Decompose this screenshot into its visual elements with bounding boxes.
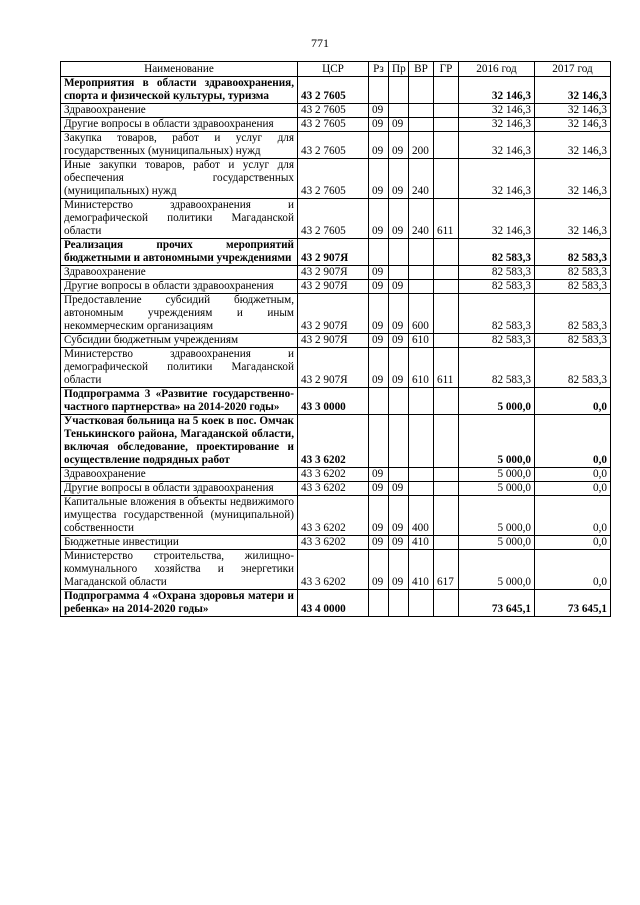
row-gr bbox=[434, 468, 459, 482]
row-amount-2017: 82 583,3 bbox=[535, 266, 611, 280]
row-amount-2017: 82 583,3 bbox=[535, 348, 611, 388]
header-csr: ЦСР bbox=[298, 62, 369, 77]
row-amount-2016: 32 146,3 bbox=[459, 159, 535, 199]
row-csr: 43 2 7605 bbox=[298, 104, 369, 118]
row-rz: 09 bbox=[369, 348, 389, 388]
row-pr: 09 bbox=[389, 294, 409, 334]
table-row bbox=[61, 294, 611, 334]
row-gr bbox=[434, 294, 459, 334]
row-pr: 09 bbox=[389, 118, 409, 132]
row-rz: 09 bbox=[369, 266, 389, 280]
row-csr: 43 3 0000 bbox=[298, 388, 369, 415]
table-row bbox=[61, 468, 611, 482]
row-gr bbox=[434, 334, 459, 348]
table-row bbox=[61, 482, 611, 496]
row-csr: 43 2 907Я bbox=[298, 280, 369, 294]
row-amount-2017: 32 146,3 bbox=[535, 118, 611, 132]
row-amount-2017: 0,0 bbox=[535, 388, 611, 415]
row-pr: 09 bbox=[389, 280, 409, 294]
table-row bbox=[61, 536, 611, 550]
row-amount-2017: 82 583,3 bbox=[535, 239, 611, 266]
row-amount-2017: 32 146,3 bbox=[535, 132, 611, 159]
row-rz: 09 bbox=[369, 536, 389, 550]
table-row bbox=[61, 266, 611, 280]
row-vr: 610 bbox=[409, 334, 434, 348]
row-gr bbox=[434, 536, 459, 550]
row-vr: 240 bbox=[409, 199, 434, 239]
table-row bbox=[61, 132, 611, 159]
row-rz: 09 bbox=[369, 482, 389, 496]
row-rz: 09 bbox=[369, 132, 389, 159]
table-row bbox=[61, 104, 611, 118]
table-row bbox=[61, 239, 611, 266]
header-name: Наименование bbox=[61, 62, 298, 77]
table-row bbox=[61, 77, 611, 104]
row-csr: 43 2 7605 bbox=[298, 199, 369, 239]
row-pr: 09 bbox=[389, 199, 409, 239]
row-gr: 611 bbox=[434, 199, 459, 239]
row-gr bbox=[434, 590, 459, 617]
row-name: Субсидии бюджетным учреждениям bbox=[61, 334, 298, 348]
row-pr: 09 bbox=[389, 132, 409, 159]
row-amount-2017: 32 146,3 bbox=[535, 199, 611, 239]
row-rz bbox=[369, 239, 389, 266]
row-pr bbox=[389, 415, 409, 468]
header-pr: Пр bbox=[389, 62, 409, 77]
row-vr: 200 bbox=[409, 132, 434, 159]
row-pr: 09 bbox=[389, 348, 409, 388]
row-vr: 410 bbox=[409, 536, 434, 550]
row-rz: 09 bbox=[369, 294, 389, 334]
row-pr: 09 bbox=[389, 550, 409, 590]
row-amount-2016: 5 000,0 bbox=[459, 388, 535, 415]
row-rz: 09 bbox=[369, 280, 389, 294]
row-name: Закупка товаров, работ и услуг для государственных (муниципальных) нужд bbox=[61, 132, 298, 159]
table-row bbox=[61, 415, 611, 468]
row-vr bbox=[409, 468, 434, 482]
row-gr bbox=[434, 104, 459, 118]
row-gr bbox=[434, 77, 459, 104]
row-amount-2017: 32 146,3 bbox=[535, 104, 611, 118]
row-pr bbox=[389, 77, 409, 104]
row-amount-2017: 0,0 bbox=[535, 468, 611, 482]
header-vr: ВР bbox=[409, 62, 434, 77]
row-vr bbox=[409, 415, 434, 468]
row-name: Реализация прочих мероприятий бюджетными и автономными учреждениями bbox=[61, 239, 298, 266]
row-vr: 410 bbox=[409, 550, 434, 590]
header-gr: ГР bbox=[434, 62, 459, 77]
row-pr bbox=[389, 388, 409, 415]
row-amount-2017: 82 583,3 bbox=[535, 294, 611, 334]
row-rz bbox=[369, 388, 389, 415]
row-csr: 43 2 7605 bbox=[298, 118, 369, 132]
row-csr: 43 2 907Я bbox=[298, 239, 369, 266]
table-row bbox=[61, 199, 611, 239]
row-vr bbox=[409, 239, 434, 266]
row-csr: 43 2 7605 bbox=[298, 77, 369, 104]
row-csr: 43 2 7605 bbox=[298, 159, 369, 199]
row-vr bbox=[409, 280, 434, 294]
row-pr bbox=[389, 104, 409, 118]
row-amount-2016: 32 146,3 bbox=[459, 104, 535, 118]
row-gr bbox=[434, 388, 459, 415]
row-name: Мероприятия в области здравоохранения, спорта и физической культуры, туризма bbox=[61, 77, 298, 104]
row-amount-2016: 5 000,0 bbox=[459, 496, 535, 536]
row-amount-2017: 0,0 bbox=[535, 496, 611, 536]
row-csr: 43 3 6202 bbox=[298, 468, 369, 482]
row-amount-2016: 82 583,3 bbox=[459, 239, 535, 266]
row-rz bbox=[369, 590, 389, 617]
table-row bbox=[61, 496, 611, 536]
row-gr bbox=[434, 280, 459, 294]
row-gr bbox=[434, 482, 459, 496]
row-name: Министерство здравоохранения и демографической политики Магаданской области bbox=[61, 348, 298, 388]
table-row bbox=[61, 388, 611, 415]
table-row bbox=[61, 280, 611, 294]
row-vr bbox=[409, 104, 434, 118]
row-name: Капитальные вложения в объекты недвижимого имущества государственной (муниципальной) собственности bbox=[61, 496, 298, 536]
row-amount-2016: 5 000,0 bbox=[459, 482, 535, 496]
row-gr bbox=[434, 132, 459, 159]
row-amount-2016: 32 146,3 bbox=[459, 199, 535, 239]
table-row bbox=[61, 159, 611, 199]
row-name: Другие вопросы в области здравоохранения bbox=[61, 482, 298, 496]
row-gr bbox=[434, 159, 459, 199]
row-name: Здравоохранение bbox=[61, 266, 298, 280]
row-amount-2017: 32 146,3 bbox=[535, 77, 611, 104]
table-row bbox=[61, 550, 611, 590]
row-gr: 611 bbox=[434, 348, 459, 388]
row-amount-2016: 5 000,0 bbox=[459, 415, 535, 468]
row-gr bbox=[434, 266, 459, 280]
row-rz: 09 bbox=[369, 496, 389, 536]
row-vr: 610 bbox=[409, 348, 434, 388]
row-name: Подпрограмма 3 «Развитие государственно-частного партнерства» на 2014-2020 годы» bbox=[61, 388, 298, 415]
row-amount-2017: 32 146,3 bbox=[535, 159, 611, 199]
row-amount-2017: 0,0 bbox=[535, 536, 611, 550]
row-csr: 43 3 6202 bbox=[298, 536, 369, 550]
row-amount-2016: 32 146,3 bbox=[459, 77, 535, 104]
row-name: Другие вопросы в области здравоохранения bbox=[61, 118, 298, 132]
row-pr: 09 bbox=[389, 334, 409, 348]
row-pr: 09 bbox=[389, 536, 409, 550]
row-amount-2016: 82 583,3 bbox=[459, 280, 535, 294]
row-amount-2016: 5 000,0 bbox=[459, 550, 535, 590]
row-pr bbox=[389, 266, 409, 280]
row-gr: 617 bbox=[434, 550, 459, 590]
row-rz: 09 bbox=[369, 550, 389, 590]
row-amount-2016: 5 000,0 bbox=[459, 536, 535, 550]
row-rz bbox=[369, 415, 389, 468]
row-pr bbox=[389, 239, 409, 266]
row-vr: 240 bbox=[409, 159, 434, 199]
row-rz: 09 bbox=[369, 468, 389, 482]
row-amount-2017: 73 645,1 bbox=[535, 590, 611, 617]
header-row bbox=[61, 62, 611, 77]
row-vr bbox=[409, 482, 434, 496]
row-name: Здравоохранение bbox=[61, 468, 298, 482]
row-csr: 43 3 6202 bbox=[298, 496, 369, 536]
row-csr: 43 2 7605 bbox=[298, 132, 369, 159]
page-number: 771 bbox=[311, 36, 329, 50]
row-pr: 09 bbox=[389, 496, 409, 536]
row-rz: 09 bbox=[369, 104, 389, 118]
row-name: Предоставление субсидий бюджетным, автономным учреждениям и иным некоммерческим организациям bbox=[61, 294, 298, 334]
row-name: Здравоохранение bbox=[61, 104, 298, 118]
row-rz: 09 bbox=[369, 118, 389, 132]
row-name: Министерство здравоохранения и демографической политики Магаданской области bbox=[61, 199, 298, 239]
row-rz: 09 bbox=[369, 159, 389, 199]
row-csr: 43 2 907Я bbox=[298, 334, 369, 348]
row-amount-2017: 82 583,3 bbox=[535, 334, 611, 348]
header-2016: 2016 год bbox=[459, 62, 535, 77]
row-pr bbox=[389, 590, 409, 617]
row-name: Иные закупки товаров, работ и услуг для обеспечения государственных (муниципальных) нужд bbox=[61, 159, 298, 199]
row-amount-2016: 82 583,3 bbox=[459, 334, 535, 348]
row-amount-2017: 0,0 bbox=[535, 415, 611, 468]
header-2017: 2017 год bbox=[535, 62, 611, 77]
row-rz: 09 bbox=[369, 334, 389, 348]
row-amount-2016: 32 146,3 bbox=[459, 132, 535, 159]
row-amount-2016: 82 583,3 bbox=[459, 266, 535, 280]
row-name: Бюджетные инвестиции bbox=[61, 536, 298, 550]
row-csr: 43 4 0000 bbox=[298, 590, 369, 617]
row-csr: 43 3 6202 bbox=[298, 482, 369, 496]
row-csr: 43 2 907Я bbox=[298, 266, 369, 280]
row-gr bbox=[434, 239, 459, 266]
row-csr: 43 2 907Я bbox=[298, 348, 369, 388]
row-amount-2016: 82 583,3 bbox=[459, 348, 535, 388]
table-row bbox=[61, 334, 611, 348]
row-name: Участковая больница на 5 коек в пос. Омчак Тенькинского района, Магаданской области, включая обследование, проектирование и осуществление подрядных работ bbox=[61, 415, 298, 468]
row-gr bbox=[434, 415, 459, 468]
row-csr: 43 3 6202 bbox=[298, 550, 369, 590]
budget-table bbox=[60, 61, 611, 617]
row-amount-2017: 0,0 bbox=[535, 550, 611, 590]
row-gr bbox=[434, 118, 459, 132]
table-row bbox=[61, 590, 611, 617]
row-rz: 09 bbox=[369, 199, 389, 239]
row-amount-2016: 5 000,0 bbox=[459, 468, 535, 482]
row-gr bbox=[434, 496, 459, 536]
row-amount-2016: 73 645,1 bbox=[459, 590, 535, 617]
row-name: Министерство строительства, жилищно-коммунального хозяйства и энергетики Магаданской области bbox=[61, 550, 298, 590]
row-rz bbox=[369, 77, 389, 104]
row-amount-2017: 0,0 bbox=[535, 482, 611, 496]
row-name: Другие вопросы в области здравоохранения bbox=[61, 280, 298, 294]
row-vr: 400 bbox=[409, 496, 434, 536]
row-pr: 09 bbox=[389, 482, 409, 496]
row-vr bbox=[409, 118, 434, 132]
row-csr: 43 3 6202 bbox=[298, 415, 369, 468]
row-vr bbox=[409, 266, 434, 280]
row-amount-2016: 32 146,3 bbox=[459, 118, 535, 132]
row-pr bbox=[389, 468, 409, 482]
row-amount-2017: 82 583,3 bbox=[535, 280, 611, 294]
row-csr: 43 2 907Я bbox=[298, 294, 369, 334]
row-pr: 09 bbox=[389, 159, 409, 199]
row-name: Подпрограмма 4 «Охрана здоровья матери и ребенка» на 2014-2020 годы» bbox=[61, 590, 298, 617]
row-vr bbox=[409, 77, 434, 104]
table-row bbox=[61, 118, 611, 132]
header-rz: Рз bbox=[369, 62, 389, 77]
row-vr bbox=[409, 388, 434, 415]
row-vr: 600 bbox=[409, 294, 434, 334]
table-row bbox=[61, 348, 611, 388]
row-amount-2016: 82 583,3 bbox=[459, 294, 535, 334]
row-vr bbox=[409, 590, 434, 617]
